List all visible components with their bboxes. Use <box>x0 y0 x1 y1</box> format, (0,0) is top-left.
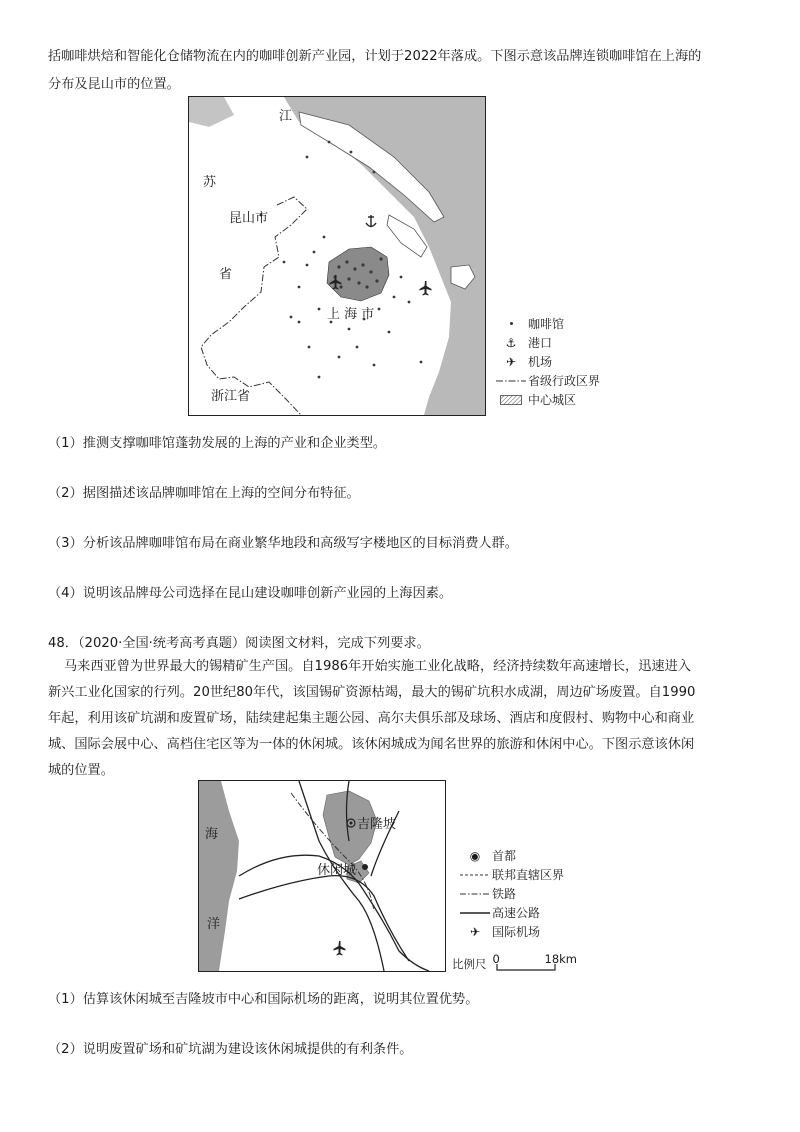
leisure-city-marker <box>362 864 368 870</box>
label-sheng: 省 <box>219 267 233 282</box>
legend-row-district: 中心城区 <box>494 390 600 409</box>
q48-line-3: 年起，利用该矿坑湖和废置矿场，陆续建起集主题公园、高尔夫俱乐部及球场、酒店和度假村、购物中心和商业 <box>48 711 695 726</box>
legend-row-port: ⚓ 港口 <box>494 333 600 352</box>
legend-row-coffee: 咖啡馆 <box>494 314 600 333</box>
kuala-lumpur-map <box>198 780 446 972</box>
airplane-icon: ✈ <box>505 354 517 369</box>
question-1-2: （2）据图描述该品牌咖啡馆在上海的空间分布特征。 <box>48 486 360 501</box>
anchor-icon: ⚓ <box>505 335 517 350</box>
capital-icon: ◉ <box>469 848 481 863</box>
dashed-line-icon <box>458 873 492 877</box>
legend-row-highway: 高速公路 <box>458 903 564 922</box>
scale-max: 18km <box>544 952 577 966</box>
legend-row-capital: ◉ 首都 <box>458 846 564 865</box>
label-su: 苏 <box>203 175 217 190</box>
legend-row-airport: ✈ 机场 <box>494 352 600 371</box>
label-hai: 海 <box>205 827 219 842</box>
q48-line-4: 城、国际会展中心、高档住宅区等为一体的休闲城。该休闲城成为闻名世界的旅游和休闲中心。下图示意该休闲 <box>48 737 695 752</box>
scale-label: 比例尺 <box>452 957 487 971</box>
question-2-1: （1）估算该休闲城至吉隆坡市中心和国际机场的距离，说明其位置优势。 <box>48 992 479 1007</box>
label-shanghai: 上 海 市 <box>327 307 375 322</box>
hatched-box-icon <box>494 395 528 405</box>
intro-line-1: 括咖啡烘焙和智能化仓储物流在内的咖啡创新产业园，计划于2022年落成。下图示意该品牌连锁咖啡馆在上海的 <box>48 49 702 64</box>
legend-row-railway: 铁路 <box>458 884 564 903</box>
question-2-2: （2）说明废置矿场和矿坑湖为建设该休闲城提供的有利条件。 <box>48 1042 413 1057</box>
q48-line-1: 马来西亚曾为世界最大的锡精矿生产国。自1986年开始实施工业化战略，经济持续数年高速增长，迅速进入 <box>64 659 691 674</box>
railway-icon <box>458 892 492 896</box>
highway-icon <box>458 911 492 915</box>
port-symbol <box>366 215 376 227</box>
question-1-3: （3）分析该品牌咖啡馆布局在商业繁华地段和高级写字楼地区的目标消费人群。 <box>48 536 518 551</box>
dash-dot-line-icon <box>494 379 528 383</box>
question-48-header: 48．（2020·全国·统考高考真题）阅读图文材料，完成下列要求。 <box>48 636 430 651</box>
legend-row-intl-airport: ✈ 国际机场 <box>458 922 564 941</box>
scale-bar <box>452 952 577 972</box>
legend-row-boundary: 省级行政区界 <box>494 371 600 390</box>
label-yang: 洋 <box>207 917 221 932</box>
airplane-icon: ✈ <box>469 924 481 939</box>
label-kunshan: 昆山市 <box>229 211 269 226</box>
q48-line-2: 新兴工业化国家的行列。20世纪80年代，该国锡矿资源枯竭，最大的锡矿坑积水成湖，周边矿场废置。自1990 <box>48 685 696 700</box>
question-1-4: （4）说明该品牌母公司选择在昆山建设咖啡创新产业园的上海因素。 <box>48 586 453 601</box>
label-kuala-lumpur: 吉隆坡 <box>357 817 397 832</box>
q48-line-5: 城的位置。 <box>48 763 114 778</box>
shanghai-map-graphic <box>189 97 485 415</box>
shanghai-map-legend <box>494 314 600 409</box>
shanghai-map <box>188 96 486 416</box>
kuala-lumpur-map-legend <box>458 846 564 941</box>
airport-marker <box>334 941 346 956</box>
label-zhejiang: 浙江省 <box>211 389 251 404</box>
label-leisure-city: 休闲城 <box>317 863 357 878</box>
intro-line-2: 分布及昆山市的位置。 <box>48 77 180 92</box>
dot-icon <box>494 322 528 325</box>
label-jiang: 江 <box>279 109 293 124</box>
scale-zero: 0 <box>492 952 500 966</box>
legend-row-federal-boundary: 联邦直辖区界 <box>458 865 564 884</box>
question-1-1: （1）推测支撑咖啡馆蓬勃发展的上海的产业和企业类型。 <box>48 436 387 451</box>
